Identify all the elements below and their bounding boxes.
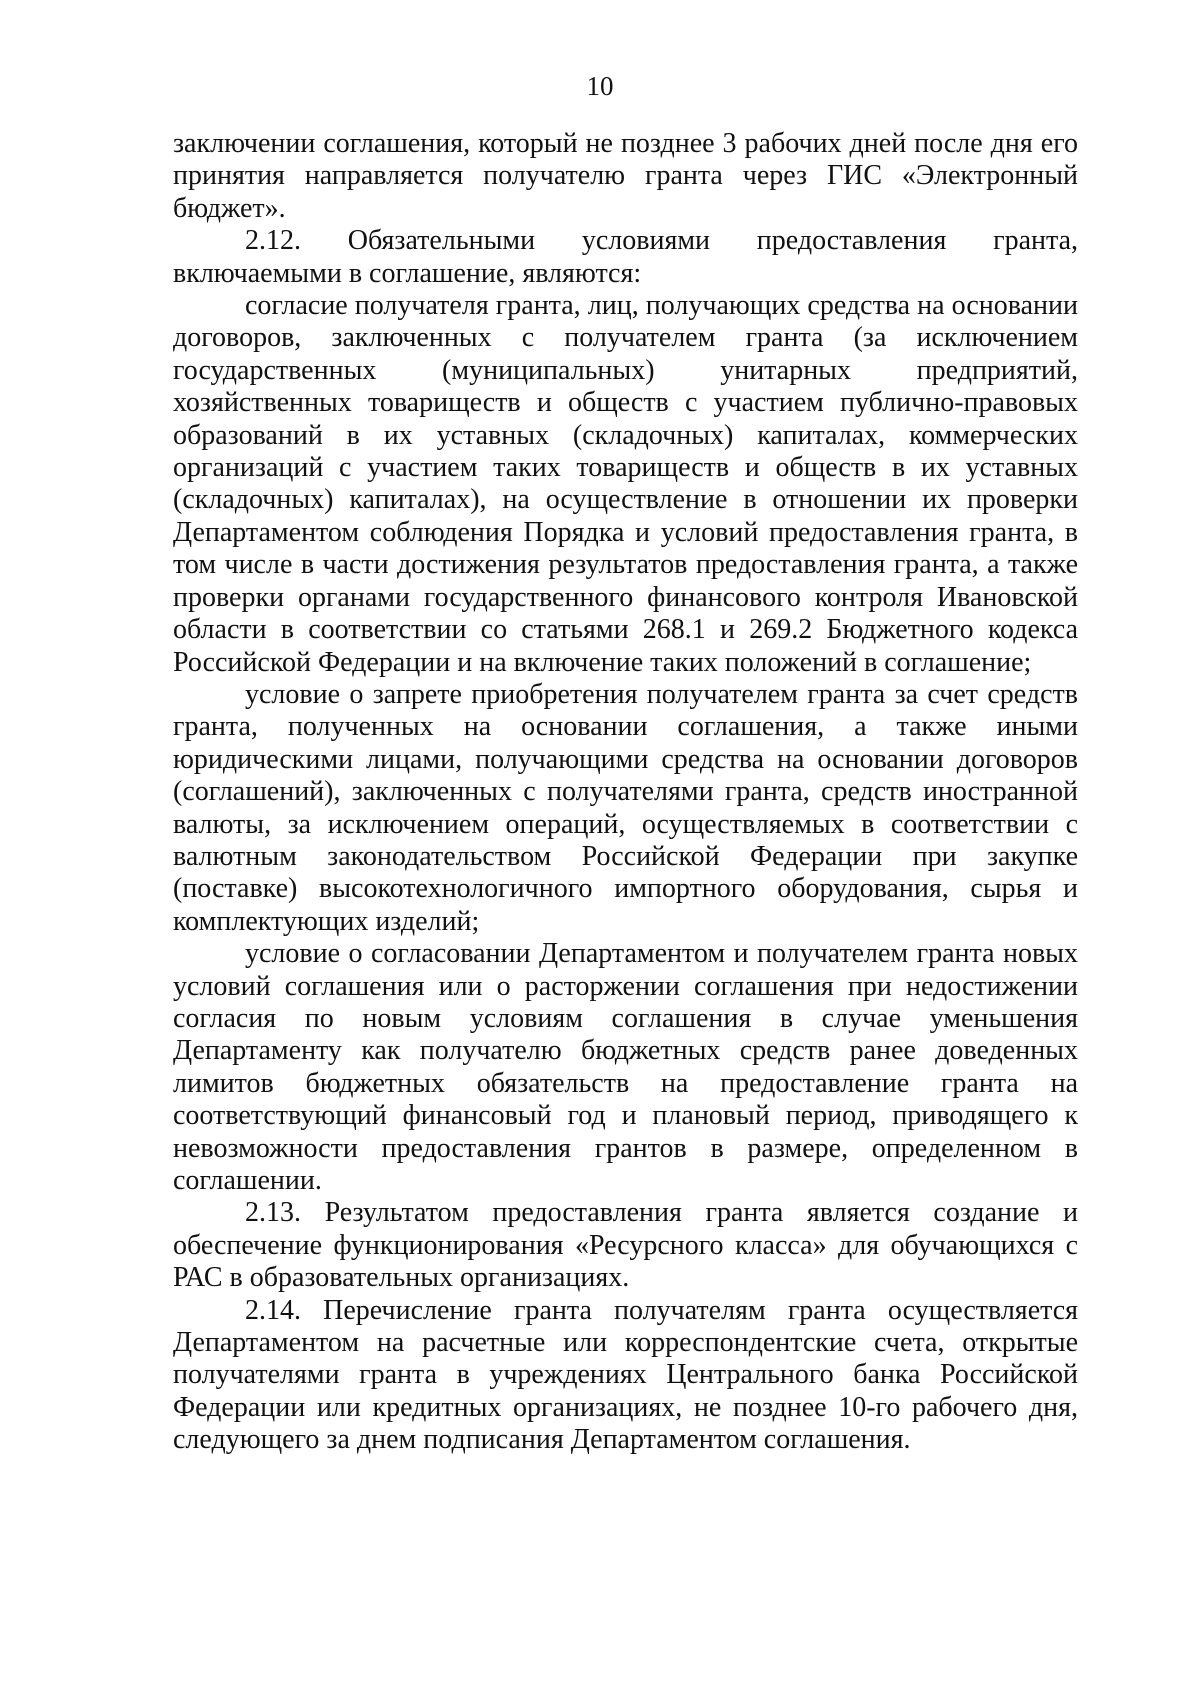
- document-body: [173, 128, 1078, 1457]
- page-number: 10: [586, 71, 614, 101]
- paragraph-2-13: 2.13. Результатом предоставления гранта является создание и обеспечение функционирования «Ресурсного класса» для обучающихся с РАС в образовательных организациях.: [173, 1197, 1078, 1294]
- paragraph-consent-condition: согласие получателя гранта, лиц, получающих средства на основании договоров, заключенных с получателем гранта (за исключением государственных (муниципальных) унитарных предприятий, хозяйственных товариществ и обществ с участием публично-правовых образований в их уставных (складочных) капиталах, коммерческих организаций с участием таких товариществ и обществ в их уставных (складочных) капиталах), на осуществление в отношении их проверки Департаментом соблюдения Порядка и условий предоставления гранта, в том числе в части достижения результатов предоставления гранта, а также проверки органами государственного финансового контроля Ивановской области в соответствии со статьями 268.1 и 269.2 Бюджетного кодекса Российской Федерации и на включение таких положений в соглашение;: [173, 290, 1078, 678]
- paragraph-new-conditions: условие о согласовании Департаментом и получателем гранта новых условий соглашения или о расторжении соглашения при недостижении согласия по новым условиям соглашения в случае уменьшения Департаменту как получателю бюджетных средств ранее доведенных лимитов бюджетных обязательств на предоставление гранта на соответствующий финансовый год и плановый период, приводящего к невозможности предоставления грантов в размере, определенном в соглашении.: [173, 938, 1078, 1196]
- paragraph-currency-prohibition: условие о запрете приобретения получателем гранта за счет средств гранта, полученных на основании соглашения, а также иными юридическими лицами, получающими средства на основании договоров (соглашений), заключенных с получателями гранта, средств иностранной валюты, за исключением операций, осуществляемых в соответствии с валютным законодательством Российской Федерации при закупке (поставке) высокотехнологичного импортного оборудования, сырья и комплектующих изделий;: [173, 678, 1078, 937]
- paragraph-continuation: заключении соглашения, который не позднее 3 рабочих дней после дня его принятия направляется получателю гранта через ГИС «Электронный бюджет».: [173, 128, 1078, 224]
- paragraph-2-14: 2.14. Перечисление гранта получателям гранта осуществляется Департаментом на расчетные или корреспондентские счета, открытые получателями гранта в учреждениях Центрального банка Российской Федерации или кредитных организациях, не позднее 10-го рабочего дня, следующего за днем подписания Департаментом соглашения.: [173, 1294, 1078, 1456]
- paragraph-2-12: 2.12. Обязательными условиями предоставления гранта, включаемыми в соглашение, являются:: [173, 225, 1078, 289]
